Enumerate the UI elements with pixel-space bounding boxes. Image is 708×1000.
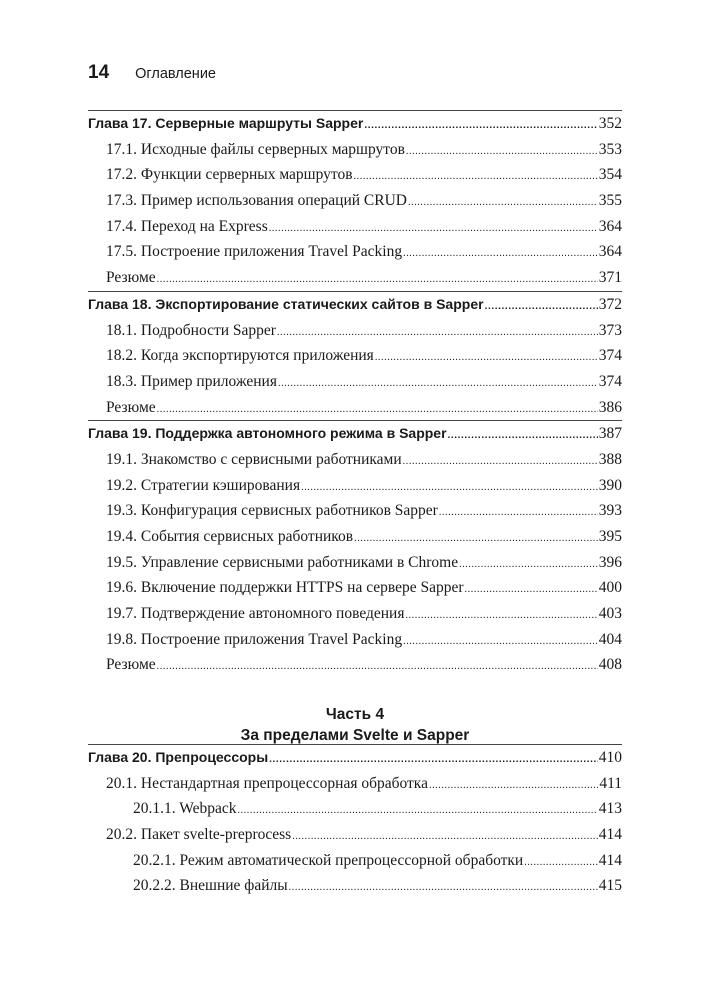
dot-leader <box>403 449 598 475</box>
toc-entry-title: Глава 20. Препроцессоры <box>88 749 269 765</box>
toc-entry-title: 17.2. Функции серверных маршрутов <box>106 166 353 184</box>
toc-entry-title: 20.1.1. Webpack <box>133 800 237 818</box>
toc-entry <box>88 395 622 421</box>
toc-entry-page: 390 <box>598 476 622 494</box>
page-header <box>88 62 216 84</box>
dot-leader <box>277 320 598 346</box>
dot-leader <box>485 294 598 320</box>
toc-entry-page: 395 <box>598 528 622 545</box>
toc-entry-title: 19.5. Управление сервисными работниками в Chrome <box>106 553 459 571</box>
toc-entry-page: 386 <box>598 398 622 416</box>
toc-entry-page: 374 <box>598 372 622 390</box>
dot-leader <box>459 552 598 578</box>
toc-entry <box>88 848 622 874</box>
toc-entry <box>88 369 622 395</box>
toc-entry-title: 19.4. События сервисных работников <box>106 528 354 545</box>
toc-entry-title: 18.1. Подробности Sapper <box>106 321 276 339</box>
toc-entry <box>88 575 622 601</box>
toc-entry <box>88 343 622 369</box>
toc-entry-page: 410 <box>598 749 622 766</box>
toc-entry-title: Резюме <box>106 656 156 674</box>
toc-entry <box>88 447 622 473</box>
toc-entry <box>88 796 622 822</box>
dot-leader <box>354 164 598 190</box>
toc-entry-page: 387 <box>598 425 622 443</box>
dot-leader <box>157 267 598 293</box>
toc-entry-page: 414 <box>598 851 622 869</box>
dot-leader <box>354 526 598 552</box>
toc-entry-page: 354 <box>598 166 622 184</box>
toc-chapter-entry <box>88 110 622 137</box>
toc-entry-title: 18.2. Когда экспортируются приложения <box>106 347 374 365</box>
toc-entry <box>88 601 622 627</box>
toc-entry-page: 364 <box>598 217 622 235</box>
toc-entry-page: 355 <box>598 192 622 210</box>
toc-entry <box>88 214 622 240</box>
toc-entry-page: 411 <box>599 774 622 792</box>
dot-leader <box>408 190 598 216</box>
toc-entry-title: 19.1. Знакомство с сервисными работниками <box>106 450 402 468</box>
dot-leader <box>465 577 598 603</box>
toc-entry <box>88 137 622 163</box>
toc-entry-title: 20.2.2. Внешние файлы <box>133 877 288 895</box>
toc-entry-page: 374 <box>598 347 622 365</box>
dot-leader <box>403 241 598 267</box>
toc-entry-page: 353 <box>598 140 622 158</box>
toc-entry-page: 404 <box>598 630 622 648</box>
part-heading <box>88 704 622 746</box>
toc-chapter-entry <box>88 291 622 318</box>
running-title: Оглавление <box>135 66 216 82</box>
toc-entry-title: Резюме <box>106 269 156 287</box>
toc-entry-title: Глава 19. Поддержка автономного режима в Sapper <box>88 425 447 442</box>
toc-entry <box>88 265 622 291</box>
dot-leader <box>269 747 598 773</box>
toc-entry <box>88 652 622 678</box>
part-title: За пределами Svelte и Sapper <box>240 727 470 744</box>
part-number: Часть 4 <box>325 706 385 723</box>
dot-leader <box>301 475 598 501</box>
toc-entry <box>88 550 622 576</box>
toc-entry-page: 415 <box>598 877 622 895</box>
dot-leader <box>403 629 598 655</box>
dot-leader <box>157 654 598 680</box>
toc-chapter-entry <box>88 420 622 447</box>
toc-entry-title: 19.3. Конфигурация сервисных работников Sapper <box>106 502 438 520</box>
page-number: 14 <box>88 62 110 83</box>
toc-entry <box>88 627 622 653</box>
toc-entry-title: 20.2.1. Режим автоматической препроцессорной обработки <box>133 851 524 869</box>
toc-entry-title: 17.4. Переход на Express <box>106 217 268 235</box>
toc-entry <box>88 771 622 797</box>
toc-entry-page: 408 <box>598 656 622 674</box>
toc-entry-page: 388 <box>598 450 622 468</box>
dot-leader <box>364 113 597 139</box>
toc-entry <box>88 188 622 214</box>
toc-entry-page: 364 <box>598 243 622 261</box>
toc-entry <box>88 524 622 550</box>
dot-leader <box>439 500 598 526</box>
dot-leader <box>429 773 598 799</box>
toc-entry <box>88 318 622 344</box>
toc-entry <box>88 162 622 188</box>
dot-leader <box>157 397 598 423</box>
toc-entry-title: 17.3. Пример использования операций CRUD <box>106 192 407 210</box>
toc-entry-page: 413 <box>598 800 622 818</box>
dot-leader <box>524 850 598 876</box>
toc-chapter-entry <box>88 744 622 771</box>
toc-entry-page: 400 <box>598 579 622 597</box>
toc-block-1 <box>88 110 622 678</box>
toc-entry-title: 18.3. Пример приложения <box>106 372 277 390</box>
toc-entry <box>88 822 622 848</box>
dot-leader <box>238 798 598 824</box>
toc-entry-title: Глава 17. Серверные маршруты Sapper <box>88 115 364 131</box>
toc-entry-title: 19.8. Построение приложения Travel Packing <box>106 630 403 648</box>
dot-leader <box>292 824 598 850</box>
dot-leader <box>289 875 598 901</box>
toc-entry-page: 372 <box>598 295 622 313</box>
dot-leader <box>448 423 598 449</box>
dot-leader <box>406 139 598 165</box>
toc-entry-title: 20.1. Нестандартная препроцессорная обработка <box>106 774 428 792</box>
toc-entry-page: 393 <box>598 502 622 520</box>
toc-entry-title: 19.6. Включение поддержки HTTPS на сервере Sapper <box>106 579 464 597</box>
toc-entry-page: 371 <box>598 269 622 287</box>
toc-block-2 <box>88 744 622 899</box>
toc-entry <box>88 873 622 899</box>
dot-leader <box>278 371 598 397</box>
toc-entry <box>88 498 622 524</box>
toc-entry-title: Резюме <box>106 398 156 416</box>
dot-leader <box>405 603 597 629</box>
toc-entry-page: 414 <box>598 826 622 844</box>
toc-entry <box>88 239 622 265</box>
toc-entry-title: 19.7. Подтверждение автономного поведения <box>106 605 405 623</box>
dot-leader <box>269 216 598 242</box>
toc-entry-page: 396 <box>598 553 622 571</box>
toc-entry-page: 352 <box>598 115 622 132</box>
toc-entry-page: 403 <box>598 605 622 623</box>
toc-entry-title: 19.2. Стратегии кэширования <box>106 476 301 494</box>
toc-entry-page: 373 <box>598 321 622 339</box>
toc-entry-title: Глава 18. Экспортирование статических сайтов в Sapper <box>88 295 484 312</box>
dot-leader <box>375 345 598 371</box>
toc-entry-title: 17.5. Построение приложения Travel Packing <box>106 243 403 261</box>
toc-entry <box>88 473 622 499</box>
toc-entry-title: 20.2. Пакет svelte-preprocess <box>106 826 292 844</box>
toc-entry-title: 17.1. Исходные файлы серверных маршрутов <box>106 140 405 158</box>
